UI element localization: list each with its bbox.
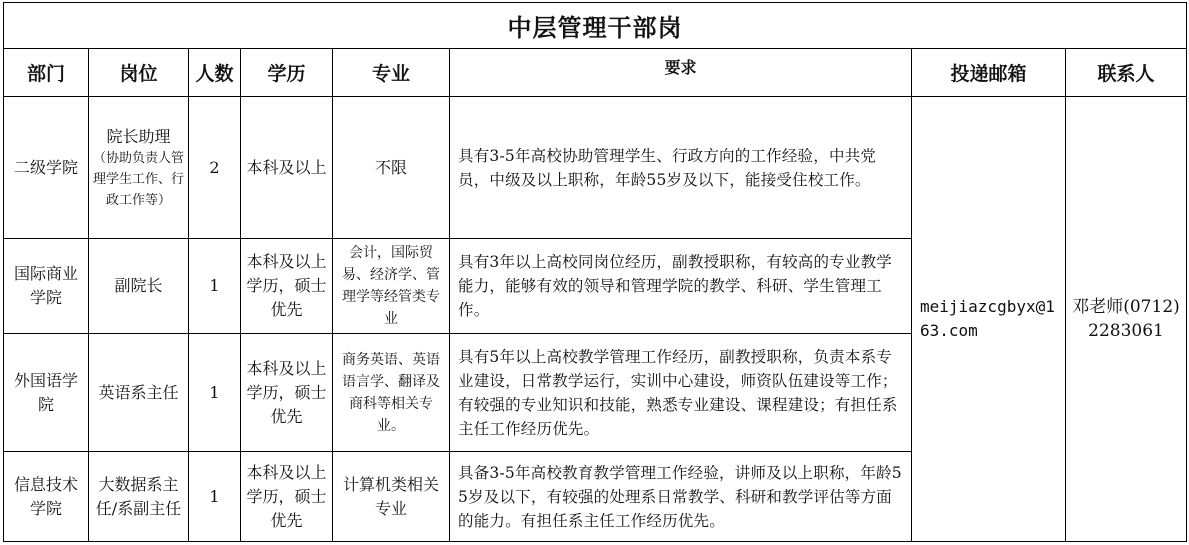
- department-cell: 信息技术学院: [4, 452, 89, 542]
- position-cell: 副院长: [89, 239, 189, 334]
- major-cell: 计算机类相关专业: [333, 452, 450, 542]
- education-cell: 本科及以上学历，硕士优先: [241, 334, 333, 452]
- count-cell: 2: [189, 97, 241, 239]
- requirements-cell: 具有5年以上高校教学管理工作经历，副教授职称，负责本系专业建设，日常教学运行，实训中心建设，师资队伍建设等工作；有较强的专业知识和技能，熟悉专业建设、课程建设；有担任系主任工作经历优先。: [450, 334, 912, 452]
- count-cell: 1: [189, 452, 241, 542]
- contact-cell: 邓老师(0712)2283061: [1066, 97, 1187, 542]
- department-cell: 二级学院: [4, 97, 89, 239]
- header-contact: 联系人: [1066, 49, 1187, 97]
- major-cell: 商务英语、英语语言学、翻译及商科等相关专业。: [333, 334, 450, 452]
- header-email: 投递邮箱: [912, 49, 1066, 97]
- email-cell: meijiazcgbyx@163.com: [912, 97, 1066, 542]
- requirements-cell: 具备3-5年高校教育教学管理工作经验，讲师及以上职称，年龄55岁及以下，有较强的处理系日常教学、科研和教学评估等方面的能力。有担任系主任工作经历优先。: [450, 452, 912, 542]
- header-department: 部门: [4, 49, 89, 97]
- header-row: [4, 49, 1187, 97]
- requirements-cell: 具有3-5年高校协助管理学生、行政方向的工作经验，中共党员，中级及以上职称，年龄55岁及以下，能接受住校工作。: [450, 97, 912, 239]
- header-position: 岗位: [89, 49, 189, 97]
- position-cell: [89, 97, 189, 239]
- position-note: （协助负责人管理学生工作、行政工作等）: [93, 150, 185, 208]
- department-cell: 国际商业学院: [4, 239, 89, 334]
- count-cell: 1: [189, 334, 241, 452]
- table-title: 中层管理干部岗: [4, 3, 1187, 49]
- position-cell: 英语系主任: [89, 334, 189, 452]
- position-title: 院长助理: [106, 126, 171, 146]
- table-row: [4, 97, 1187, 239]
- department-cell: 外国语学院: [4, 334, 89, 452]
- requirements-cell: 具有3年以上高校同岗位经历，副教授职称，有较高的专业教学能力，能够有效的领导和管理学院的教学、科研、学生管理工作。: [450, 239, 912, 334]
- header-education: 学历: [241, 49, 333, 97]
- header-requirements: 要求: [450, 49, 912, 97]
- header-major: 专业: [333, 49, 450, 97]
- recruitment-table: [3, 2, 1187, 542]
- education-cell: 本科及以上学历，硕士优先: [241, 452, 333, 542]
- count-cell: 1: [189, 239, 241, 334]
- major-cell: 不限: [333, 97, 450, 239]
- major-cell: 会计，国际贸易、经济学、管理学等经管类专业: [333, 239, 450, 334]
- title-row: [4, 3, 1187, 49]
- education-cell: 本科及以上学历，硕士优先: [241, 239, 333, 334]
- header-count: 人数: [189, 49, 241, 97]
- position-cell: 大数据系主任/系副主任: [89, 452, 189, 542]
- education-cell: 本科及以上: [241, 97, 333, 239]
